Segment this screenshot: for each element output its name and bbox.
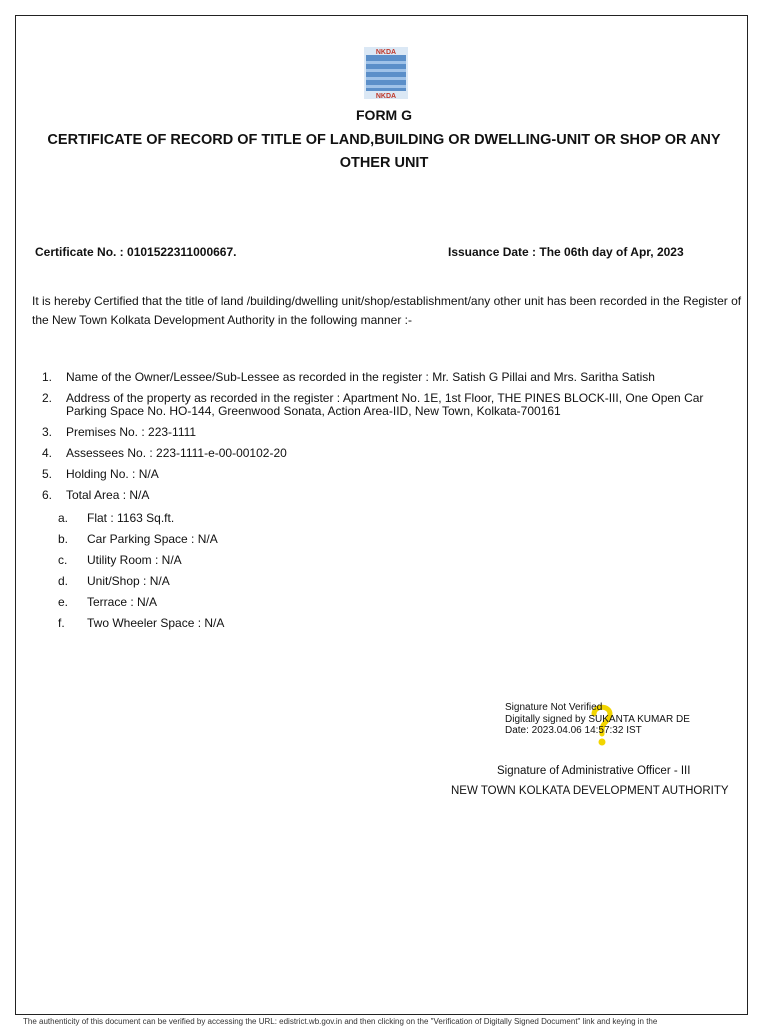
list-item-number: 1. bbox=[42, 370, 53, 384]
list-item bbox=[58, 596, 224, 609]
list-item bbox=[42, 392, 742, 418]
form-title: FORM G bbox=[356, 107, 412, 123]
list-item-number: 4. bbox=[42, 446, 53, 460]
list-item bbox=[42, 426, 742, 439]
nkda-logo-icon bbox=[364, 47, 408, 99]
unit-shop: Unit/Shop : N/A bbox=[87, 574, 170, 588]
list-item bbox=[58, 554, 224, 567]
signature-status: Signature Not Verified bbox=[505, 702, 603, 713]
utility-room: Utility Room : N/A bbox=[87, 553, 182, 567]
assessees-number: Assessees No. : 223-1111-e-00-00102-20 bbox=[66, 446, 287, 460]
two-wheeler-space: Two Wheeler Space : N/A bbox=[87, 616, 225, 630]
list-item bbox=[58, 617, 224, 630]
certificate-title: CERTIFICATE OF RECORD OF TITLE OF LAND,BUILDING OR DWELLING-UNIT OR SHOP OR ANY OTHER UNIT bbox=[47, 132, 721, 171]
list-item-letter: d. bbox=[58, 574, 69, 588]
list-item-number: 5. bbox=[42, 467, 53, 481]
owner-name: Name of the Owner/Lessee/Sub-Lessee as recorded in the register : Mr. Satish G Pillai and Mrs. Saritha Satish bbox=[66, 370, 655, 384]
list-item bbox=[42, 371, 742, 384]
logo-text-top: NKDA bbox=[375, 49, 397, 56]
list-item bbox=[58, 575, 224, 588]
certificate-number: Certificate No. : 0101522311000667. bbox=[35, 245, 237, 259]
holding-number: Holding No. : N/A bbox=[66, 467, 159, 481]
area-breakdown-list bbox=[58, 512, 224, 630]
record-items-list bbox=[42, 371, 742, 502]
terrace: Terrace : N/A bbox=[87, 595, 158, 609]
logo-text-bottom: NKDA bbox=[375, 93, 397, 99]
list-item bbox=[58, 512, 224, 525]
list-item bbox=[42, 489, 742, 502]
list-item bbox=[42, 468, 742, 481]
list-item-letter: a. bbox=[58, 511, 69, 525]
premises-number: Premises No. : 223-1111 bbox=[66, 425, 197, 439]
certification-statement: It is hereby Certified that the title of land /building/dwelling unit/shop/establishment/any other unit has been recorded in the Register of the New Town Kolkata Development Authority in the following manner :- bbox=[32, 294, 742, 327]
list-item bbox=[42, 447, 742, 460]
signed-by: Digitally signed by SUKANTA KUMAR DE bbox=[505, 713, 690, 725]
signature-date: Date: 2023.04.06 14:57:32 IST bbox=[505, 725, 642, 736]
flat-area: Flat : 1163 Sq.ft. bbox=[87, 511, 175, 525]
issuing-authority: NEW TOWN KOLKATA DEVELOPMENT AUTHORITY bbox=[451, 785, 729, 797]
verification-footer: The authenticity of this document can be verified by accessing the URL: edistrict.wb.gov.in and then clicking on the "Verification of Digitally Signed Document" link and keying in the bbox=[23, 1017, 658, 1026]
car-parking-space: Car Parking Space : N/A bbox=[87, 532, 218, 546]
list-item-letter: f. bbox=[58, 616, 65, 630]
signatory-designation: Signature of Administrative Officer - III bbox=[497, 765, 691, 777]
property-address: Address of the property as recorded in the register : Apartment No. 1E, 1st Floor, THE PINES BLOCK-III, One Open Car Parking Space No. HO-144, Greenwood Sonata, Action Area-IID, New Town, Kolkata-700161 bbox=[66, 391, 704, 418]
list-item-number: 3. bbox=[42, 425, 53, 439]
list-item bbox=[58, 533, 224, 546]
issuance-date: Issuance Date : The 06th day of Apr, 2023 bbox=[448, 245, 684, 259]
list-item-letter: e. bbox=[58, 595, 69, 609]
list-item-letter: c. bbox=[58, 553, 68, 567]
list-item-number: 2. bbox=[42, 391, 53, 405]
list-item-letter: b. bbox=[58, 532, 69, 546]
total-area: Total Area : N/A bbox=[66, 488, 150, 502]
list-item-number: 6. bbox=[42, 488, 53, 502]
digital-signature-block bbox=[505, 702, 690, 737]
